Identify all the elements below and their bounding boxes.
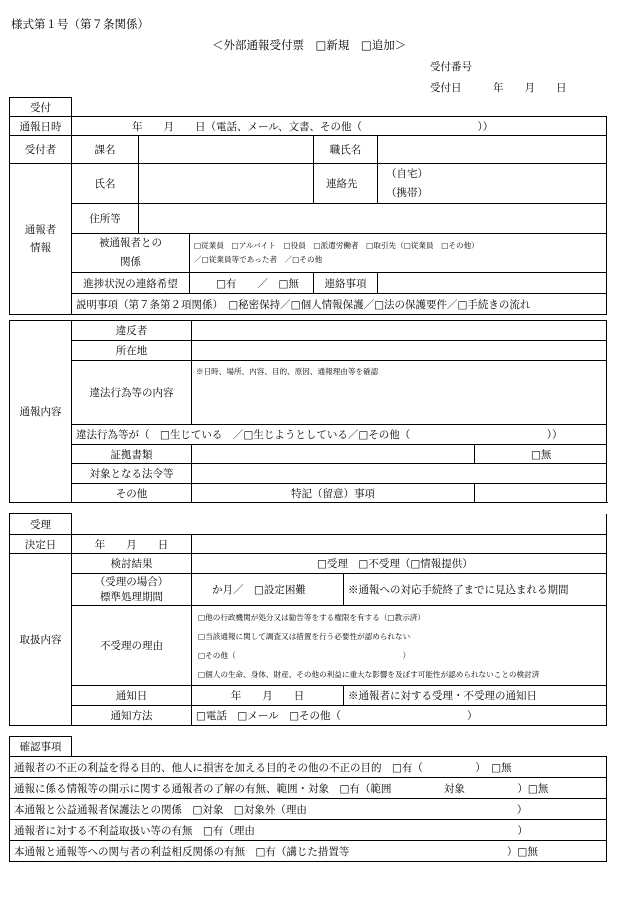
location-label: 所在地 — [72, 341, 192, 361]
content-label: 通報内容 — [10, 321, 72, 503]
period-label: （受理の場合） 標準処理期間 — [72, 574, 192, 606]
progress-label: 進捗状況の連絡希望 — [72, 273, 190, 294]
review-options[interactable]: □受理 □不受理（□情報提供） — [192, 554, 607, 574]
receipt-number-label: 受付番号 — [430, 61, 472, 73]
other-label: その他 — [72, 484, 192, 503]
progress-options[interactable]: □有 ／ □無 — [190, 273, 314, 294]
review-label: 検討結果 — [72, 554, 192, 574]
notes-field[interactable] — [475, 484, 607, 503]
notice-method-label: 通知方法 — [72, 706, 192, 726]
violation-status[interactable]: 違法行為等が（ □生じている ／□生じようとしている／□その他（ ）） — [72, 425, 607, 445]
notice-date-label: 通知日 — [72, 686, 192, 706]
address-field[interactable] — [139, 204, 607, 234]
progress-contact-field[interactable] — [378, 273, 607, 294]
progress-contact-label: 連絡事項 — [314, 273, 378, 294]
evidence-none-checkbox[interactable]: □無 — [475, 445, 607, 464]
reception-tag: 受付 — [10, 98, 72, 117]
handling-label: 取扱内容 — [10, 554, 72, 726]
notice-method-options[interactable]: □電話 □メール □その他（ ） — [192, 706, 607, 726]
relation-label: 被通報者との 関係 — [72, 234, 190, 273]
violator-field[interactable] — [192, 321, 607, 341]
receiver-label: 受付者 — [10, 136, 72, 164]
confirm-item[interactable]: 通報者の不正の利益を得る目的、他人に損害を加える目的その他の不正の目的 □有（ ） □無 — [10, 757, 607, 778]
confirm-item[interactable]: 本通報と公益通報者保護法との関係 □対象 □対象外（理由 ） — [10, 799, 607, 820]
receipt-date-label: 受付日 年 月 日 — [430, 82, 567, 94]
period-field[interactable]: か月／ □設定困難 — [192, 574, 344, 606]
contact-label: 連絡先 — [314, 164, 370, 204]
violation-note: ※日時、場所、内容、目的、原因、通報理由等を確認 — [196, 367, 379, 376]
confirm-tag: 確認事項 — [10, 737, 72, 757]
period-note: ※通報への対応手続終了までに見込まれる期間 — [344, 574, 607, 606]
confirm-table — [9, 736, 607, 862]
staff-label: 職氏名 — [314, 136, 378, 164]
decision-date-field[interactable]: 年 月 日 — [72, 535, 192, 554]
name-field[interactable] — [139, 164, 314, 204]
reception-table — [9, 97, 607, 315]
laws-label: 対象となる法令等 — [72, 464, 192, 484]
decision-date-label: 決定日 — [10, 535, 72, 554]
notes-label: 特記（留意）事項 — [192, 484, 475, 503]
confirm-item[interactable]: 通報者に対する不利益取扱い等の有無 □有（理由 ） — [10, 820, 607, 841]
mobile-phone-label: （携帯） — [386, 186, 428, 199]
dept-label: 課名 — [72, 136, 139, 164]
confirm-item[interactable]: 通報に係る情報等の開示に関する通報者の了解の有無、範囲・対象 □有（範囲 対象 ）□無 — [10, 778, 607, 799]
relation-options[interactable]: □従業員 □アルバイト □役員 □派遣労働者 □取引先（□従業員 □その他） ／□従業員等であった者 ／□その他 — [190, 234, 607, 273]
report-datetime-field[interactable]: 年 月 日（電話、メール、文書、その他（ ）） — [72, 117, 607, 136]
notice-date-note: ※通報者に対する受理・不受理の通知日 — [344, 686, 607, 706]
confirm-item[interactable]: 本通報と通報等への関与者の利益相反関係の有無 □有（講じた措置等 ）□無 — [10, 841, 607, 862]
reject-reason-options[interactable]: □他の行政機関が処分又は勧告等をする権限を有する（□教示済） □当該通報に関して調査又は措置を行う必要性が認められない □その他（ ） □個人の生命、身体、財産、その他の利益に重大な影響を及ぼす可能性が認められないことの検討済 — [192, 606, 607, 686]
location-field[interactable] — [192, 341, 607, 361]
acceptance-tag: 受理 — [10, 514, 72, 535]
decision-date-blank[interactable] — [192, 535, 607, 554]
staff-field[interactable] — [378, 136, 607, 164]
dept-field[interactable] — [139, 136, 314, 164]
content-table — [9, 320, 607, 503]
notice-date-field[interactable]: 年 月 日 — [192, 686, 344, 706]
evidence-label: 証拠書類 — [72, 445, 192, 464]
laws-field[interactable] — [192, 464, 607, 484]
violation-label: 違法行為等の内容 — [72, 361, 192, 425]
contact-field[interactable] — [378, 164, 607, 204]
violator-label: 違反者 — [72, 321, 192, 341]
name-label: 氏名 — [72, 164, 139, 204]
violation-field[interactable] — [192, 361, 607, 425]
reporter-info-label: 通報者情報 — [10, 164, 72, 315]
report-datetime-label: 通報日時 — [10, 117, 72, 136]
form-number: 様式第１号（第７条関係） — [11, 17, 149, 31]
acceptance-table — [9, 513, 607, 726]
address-label: 住所等 — [72, 204, 139, 234]
explanation-items[interactable]: 説明事項（第７条第２項関係） □秘密保持／□個人情報保護／□法の保護要件／□手続きの流れ — [72, 294, 607, 315]
evidence-field[interactable] — [192, 445, 475, 464]
home-phone-label: （自宅） — [386, 167, 428, 180]
form-title: ＜外部通報受付票 □新規 □追加＞ — [212, 38, 407, 52]
reject-reason-label: 不受理の理由 — [72, 606, 192, 686]
